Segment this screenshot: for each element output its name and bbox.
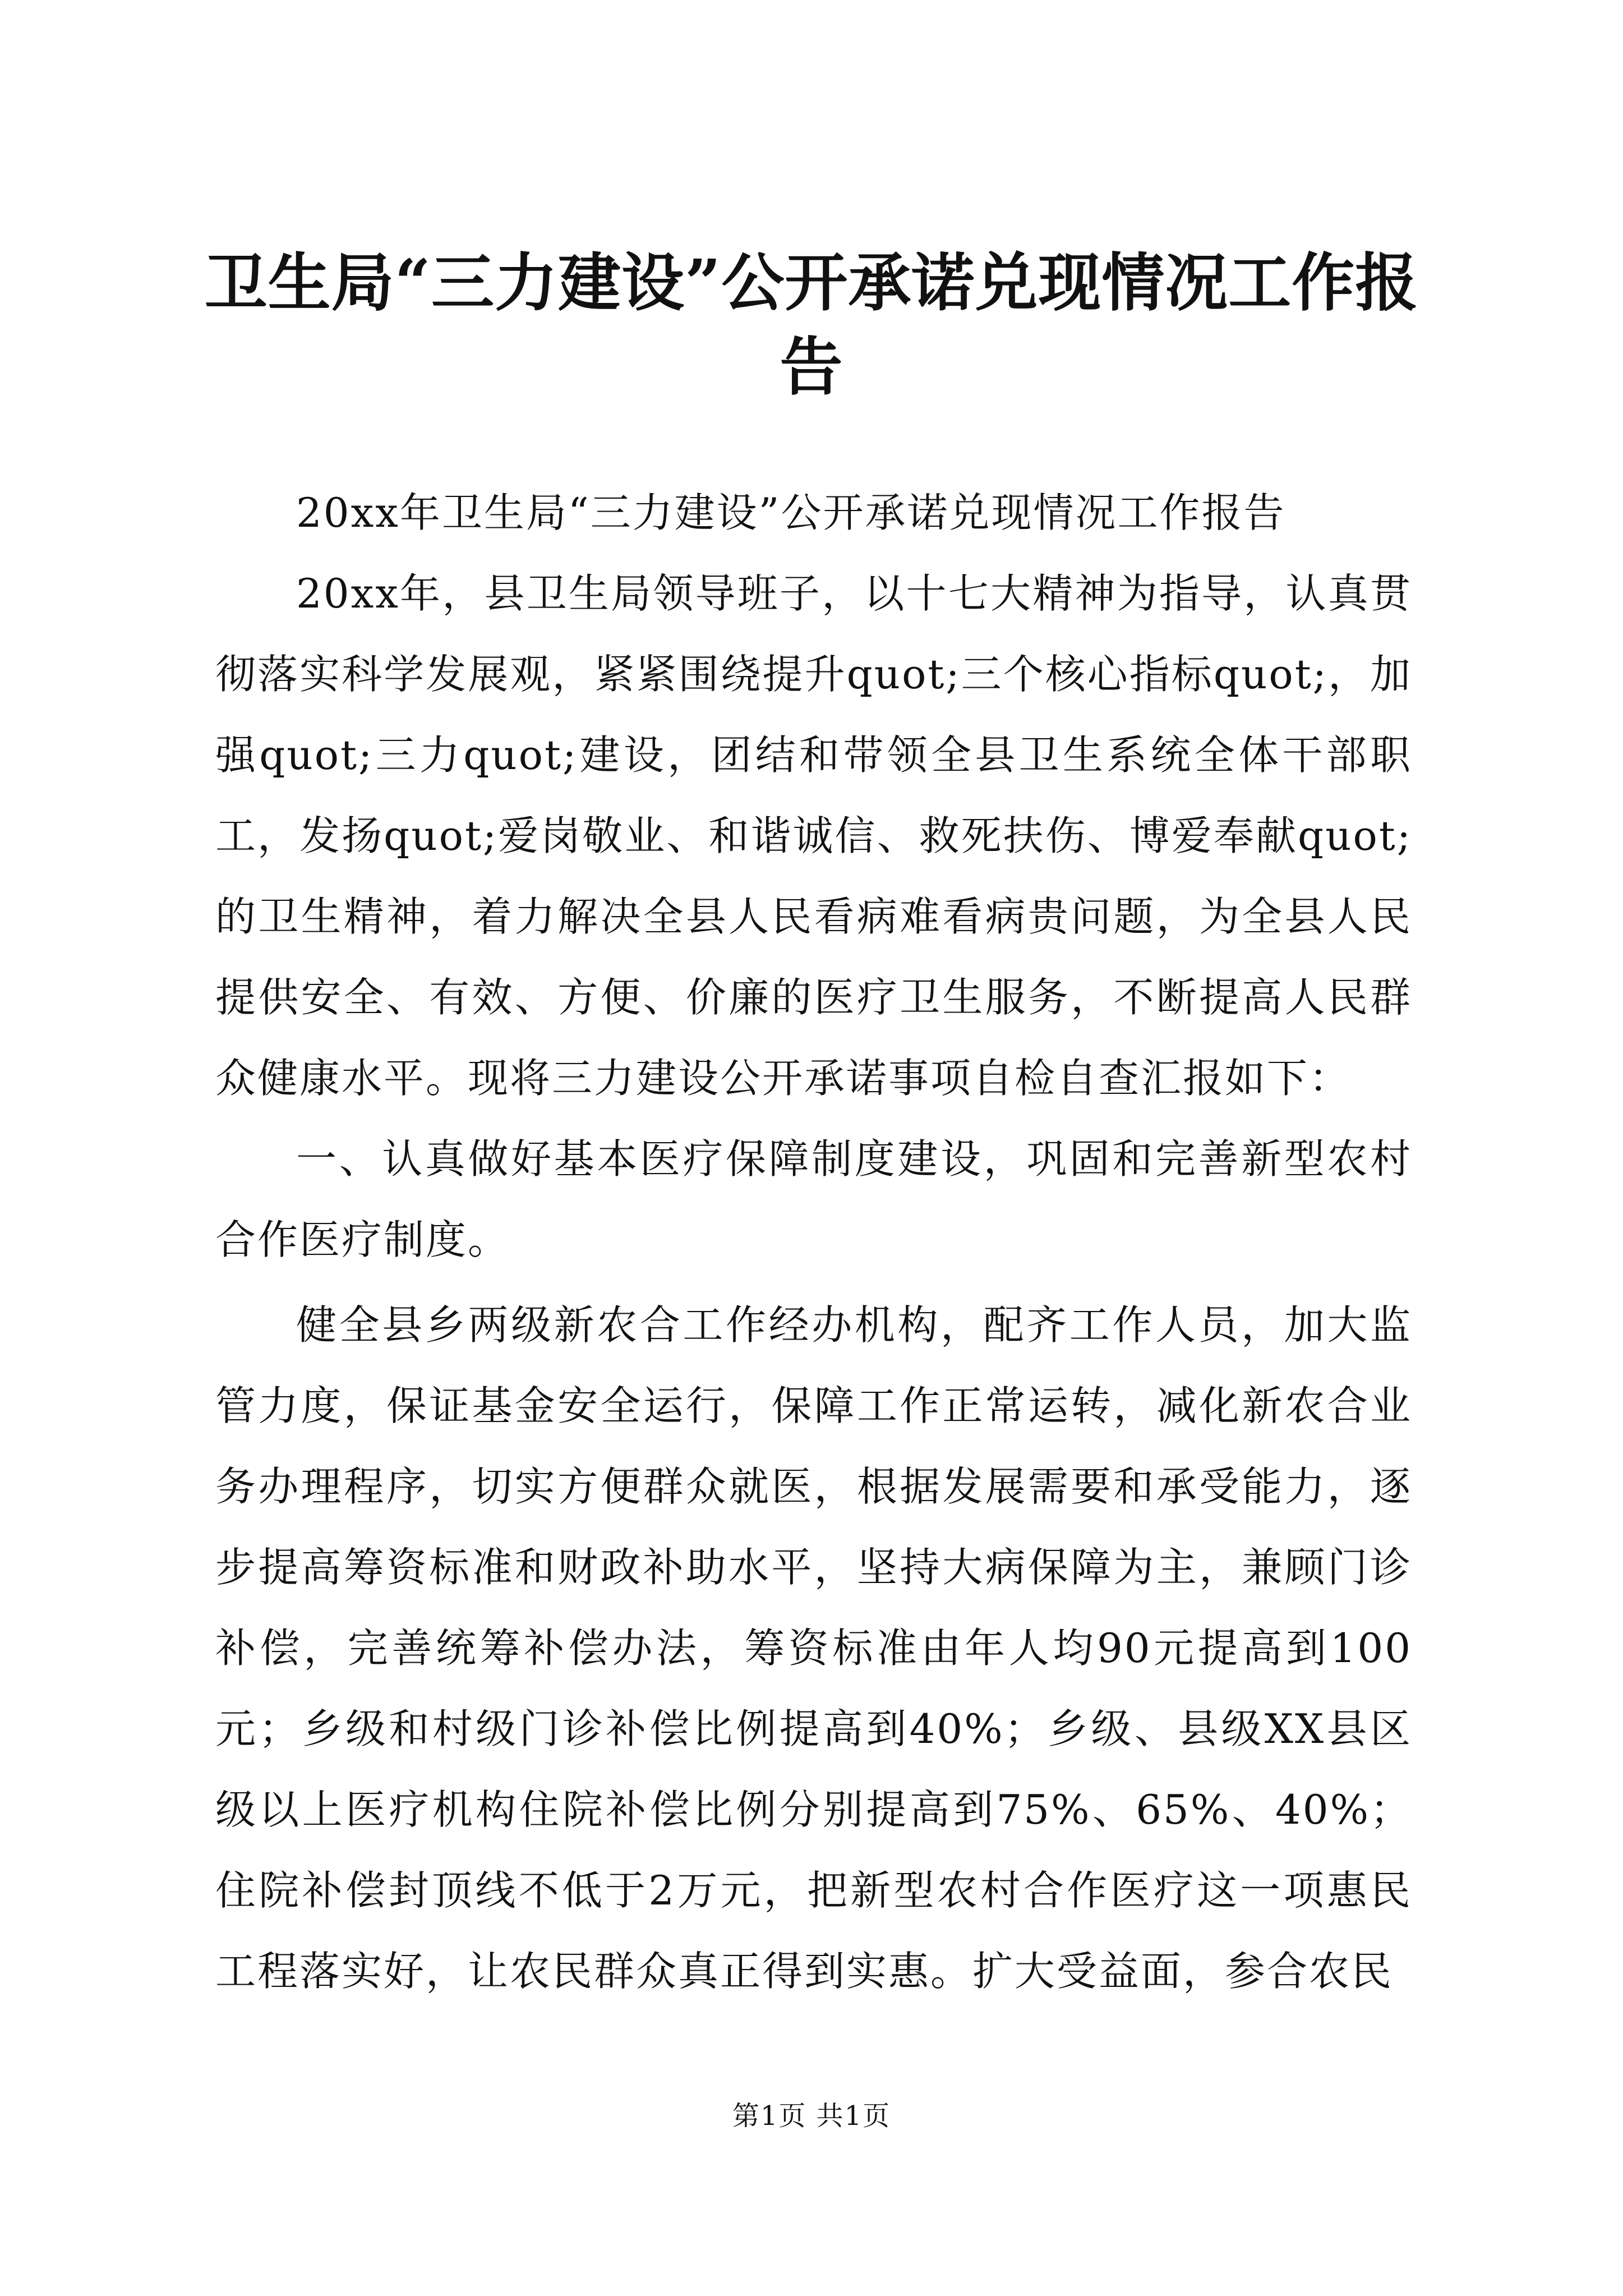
document-body bbox=[215, 472, 1412, 2012]
section-heading-1: 一、认真做好基本医疗保障制度建设，巩固和完善新型农村合作医疗制度。 bbox=[215, 1135, 1412, 1263]
subtitle-paragraph: 20xx年卫生局“三力建设”公开承诺兑现情况工作报告 bbox=[296, 489, 1286, 536]
document-title: 卫生局“三力建设”公开承诺兑现情况工作报告 bbox=[204, 246, 1419, 404]
intro-paragraph: 20xx年，县卫生局领导班子，以十七大精神为指导，认真贯彻落实科学发展观，紧紧围绕提升quot;三个核心指标quot;，加强quot;三力quot;建设，团结和带领全县卫生系统全体干部职工，发扬quot;爱岗敬业、和谐诚信、救死扶伤、博爱奉献quot;的卫生精神，着力解决全县人民看病难看病贵问题，为全县人民提供安全、有效、方便、价廉的医疗卫生服务，不断提高人民群众健康水平。现将三力建设公开承诺事项自检自查汇报如下： bbox=[215, 570, 1412, 1102]
page-footer: 第1页 共1页 bbox=[732, 2100, 891, 2132]
section-1-paragraph: 健全县乡两级新农合工作经办机构，配齐工作人员，加大监管力度，保证基金安全运行，保障工作正常运转，减化新农合业务办理程序，切实方便群众就医，根据发展需要和承受能力，逐步提高筹资标准和财政补助水平，坚持大病保障为主，兼顾门诊补偿，完善统筹补偿办法，筹资标准由年人均90元提高到100元；乡级和村级门诊补偿比例提高到40%；乡级、县级XX县区级以上医疗机构住院补偿比例分别提高到75%、65%、40%；住院补偿封顶线不低于2万元，把新型农村合作医疗这一项惠民工程落实好，让农民群众真正得到实惠。扩大受益面，参合农民 bbox=[215, 1301, 1412, 1995]
